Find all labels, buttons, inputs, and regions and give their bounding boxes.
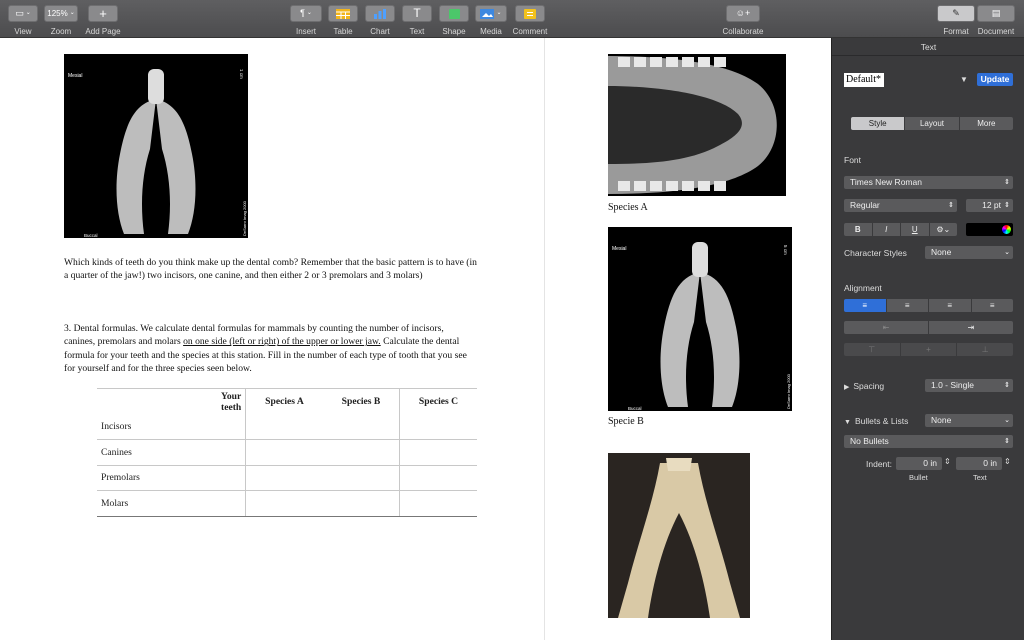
bullet-type-select[interactable]: No Bullets ⇕ xyxy=(844,435,1013,448)
font-family-select[interactable]: Times New Roman ⇕ xyxy=(844,176,1013,189)
table-header: Species C xyxy=(400,389,477,415)
table-header-row xyxy=(97,389,477,415)
text-indent-stepper-icon[interactable]: ⇕ xyxy=(1004,457,1011,466)
paintbrush-icon: ✎ xyxy=(952,8,960,18)
toolbar xyxy=(0,0,1024,38)
paragraph-style-field[interactable]: Default* xyxy=(844,73,884,87)
photo-credit-b: DeSarro Imag 2000 xyxy=(786,374,791,409)
table-row[interactable] xyxy=(97,465,477,491)
bold-button[interactable]: B xyxy=(844,223,873,236)
sidebar-title: Text xyxy=(920,42,937,52)
table-header: Species B xyxy=(323,389,400,415)
plus-icon: + xyxy=(99,6,107,21)
paragraph-dental-comb[interactable]: Which kinds of teeth do you think make up the dental comb? Remember that the basic pattern is to have (in a quarter of the jaw!) two incisors, one canine, and then either 2 or 3 premolars and 3 molars) xyxy=(64,257,477,282)
comment-icon xyxy=(524,9,536,19)
add-page-button[interactable]: + Add Page xyxy=(85,6,121,36)
paragraph-icon: ¶ xyxy=(300,8,305,18)
photo-credit: DeSarro Imag 2000 xyxy=(242,201,247,236)
text-style-buttons xyxy=(844,223,957,236)
alignment-label: Alignment xyxy=(844,283,882,293)
buccal-label-b: Buccal xyxy=(628,406,642,411)
table-cell: Premolars xyxy=(97,465,246,491)
stepper-icon: ⇕ xyxy=(948,202,954,209)
collaborate-button[interactable]: ☺+ Collaborate xyxy=(718,5,768,36)
table-header xyxy=(97,389,217,415)
color-wheel-icon[interactable] xyxy=(1002,225,1011,234)
collaborate-icon: ☺+ xyxy=(735,8,751,18)
view-button[interactable]: ▭ ⌄ View xyxy=(6,5,40,36)
table-row[interactable] xyxy=(97,414,477,440)
comment-button[interactable]: Comment xyxy=(512,5,548,36)
species-c-photo[interactable] xyxy=(608,453,750,618)
align-center-icon[interactable]: ≡ xyxy=(887,299,930,312)
text-button[interactable]: T Text xyxy=(401,5,433,36)
sidebar-view-icon: ▭ xyxy=(15,8,24,18)
scale-label-b: 5 cm xyxy=(783,245,788,255)
align-middle-icon[interactable]: + xyxy=(901,343,958,356)
mesial-label: Mesial xyxy=(68,73,83,79)
underline-button[interactable]: U xyxy=(901,223,930,236)
buccal-label: Buccal xyxy=(84,233,98,238)
table-icon xyxy=(336,9,350,19)
chart-icon xyxy=(373,9,387,19)
format-sidebar xyxy=(831,38,1024,640)
character-styles-select[interactable]: None ⌄ xyxy=(925,246,1013,259)
media-button[interactable]: ⌄ Media xyxy=(474,5,508,36)
align-justify-icon[interactable]: ≡ xyxy=(972,299,1014,312)
increase-indent-icon[interactable]: ⇥ xyxy=(929,321,1013,334)
style-tabs xyxy=(851,117,1013,130)
species-a-caption: Species A xyxy=(608,202,648,213)
paragraph-dental-formulas[interactable]: 3. Dental formulas. We calculate dental formulas for mammals by counting the number of incisors, canines, premolars and molars on one side (left or right) of the upper or lower jaw. Calculate the dental formula for your teeth and the species at this station. Fill in the number of each type of tooth that you see for yourself and for the three species seen below. xyxy=(64,323,467,375)
tab-layout[interactable]: Layout xyxy=(905,117,959,130)
align-top-icon[interactable]: ⊤ xyxy=(844,343,901,356)
text-icon: T xyxy=(413,6,421,20)
table-header: Species A xyxy=(246,389,323,415)
page-divider xyxy=(544,38,545,640)
paragraph-style-dropdown-icon[interactable]: ▼ xyxy=(960,75,968,84)
vertical-alignment-buttons xyxy=(844,343,1013,356)
text-caption: Text xyxy=(973,473,987,482)
disclosure-right-icon: ▶ xyxy=(844,384,850,391)
jaw-photo-1[interactable] xyxy=(64,54,248,238)
table-header: Your teeth xyxy=(217,389,246,415)
format-button[interactable]: ✎ Format xyxy=(936,5,976,36)
align-right-icon[interactable]: ≡ xyxy=(929,299,972,312)
text-indent-field[interactable]: 0 in xyxy=(956,457,1002,470)
disclosure-down-icon: ▼ xyxy=(844,419,851,426)
bullet-indent-stepper-icon[interactable]: ⇕ xyxy=(944,457,951,466)
table-button[interactable]: Table xyxy=(327,5,359,36)
update-button[interactable]: Update xyxy=(977,73,1013,86)
dental-formula-table[interactable] xyxy=(97,388,477,517)
stepper-icon: ⇕ xyxy=(1004,179,1010,186)
chevron-down-icon: ⌄ xyxy=(1004,417,1010,424)
insert-button[interactable]: ¶ ⌄ Insert xyxy=(289,5,323,36)
zoom-button[interactable]: 125% ⌄ Zoom xyxy=(43,5,79,36)
stepper-icon: ⇕ xyxy=(1004,382,1010,389)
align-left-icon[interactable]: ≡ xyxy=(844,299,887,312)
bullets-select[interactable]: None ⌄ xyxy=(925,414,1013,427)
character-styles-label: Character Styles xyxy=(844,248,907,258)
media-icon xyxy=(480,9,494,19)
bullet-caption: Bullet xyxy=(909,473,928,482)
tab-more[interactable]: More xyxy=(960,117,1013,130)
table-cell: Incisors xyxy=(97,414,246,440)
bullet-indent-field[interactable]: 0 in xyxy=(896,457,942,470)
document-icon: ▤ xyxy=(991,8,1001,18)
align-bottom-icon[interactable]: ⊥ xyxy=(957,343,1013,356)
table-cell: Canines xyxy=(97,440,246,466)
stepper-icon: ⇕ xyxy=(1004,202,1010,209)
indent-label: Indent: xyxy=(866,459,892,469)
table-row[interactable] xyxy=(97,440,477,466)
spacing-disclosure[interactable]: ▶ Spacing xyxy=(844,381,885,391)
document-button[interactable]: ▤ Document xyxy=(976,5,1016,36)
text-options-gear-icon[interactable]: ⚙⌄ xyxy=(930,223,958,236)
chevron-down-icon: ⌄ xyxy=(1004,249,1010,256)
species-b-caption: Specie B xyxy=(608,416,644,427)
alignment-buttons xyxy=(844,299,1013,312)
table-row[interactable] xyxy=(97,491,477,517)
document-canvas[interactable] xyxy=(0,38,831,640)
species-b-photo[interactable] xyxy=(608,227,792,411)
shape-icon xyxy=(449,9,460,19)
mesial-label-b: Mesial xyxy=(612,246,627,252)
font-label: Font xyxy=(844,155,862,165)
italic-button[interactable]: I xyxy=(873,223,902,236)
font-size-field[interactable]: 12 pt ⇕ xyxy=(966,199,1013,212)
bullets-disclosure[interactable]: ▼ Bullets & Lists xyxy=(844,416,909,426)
decrease-indent-icon[interactable]: ⇤ xyxy=(844,321,929,334)
indent-buttons xyxy=(844,321,1013,334)
species-a-photo[interactable] xyxy=(608,54,786,196)
scale-label: 1 cm xyxy=(239,69,244,79)
chart-button[interactable]: Chart xyxy=(364,5,396,36)
tab-style[interactable]: Style xyxy=(851,117,905,130)
font-weight-select[interactable]: Regular ⇕ xyxy=(844,199,957,212)
spacing-select[interactable]: 1.0 - Single ⇕ xyxy=(925,379,1013,392)
stepper-icon: ⇕ xyxy=(1004,438,1010,445)
shape-button[interactable]: Shape xyxy=(438,5,470,36)
table-cell: Molars xyxy=(97,491,246,517)
text-color-well[interactable] xyxy=(966,223,1013,236)
